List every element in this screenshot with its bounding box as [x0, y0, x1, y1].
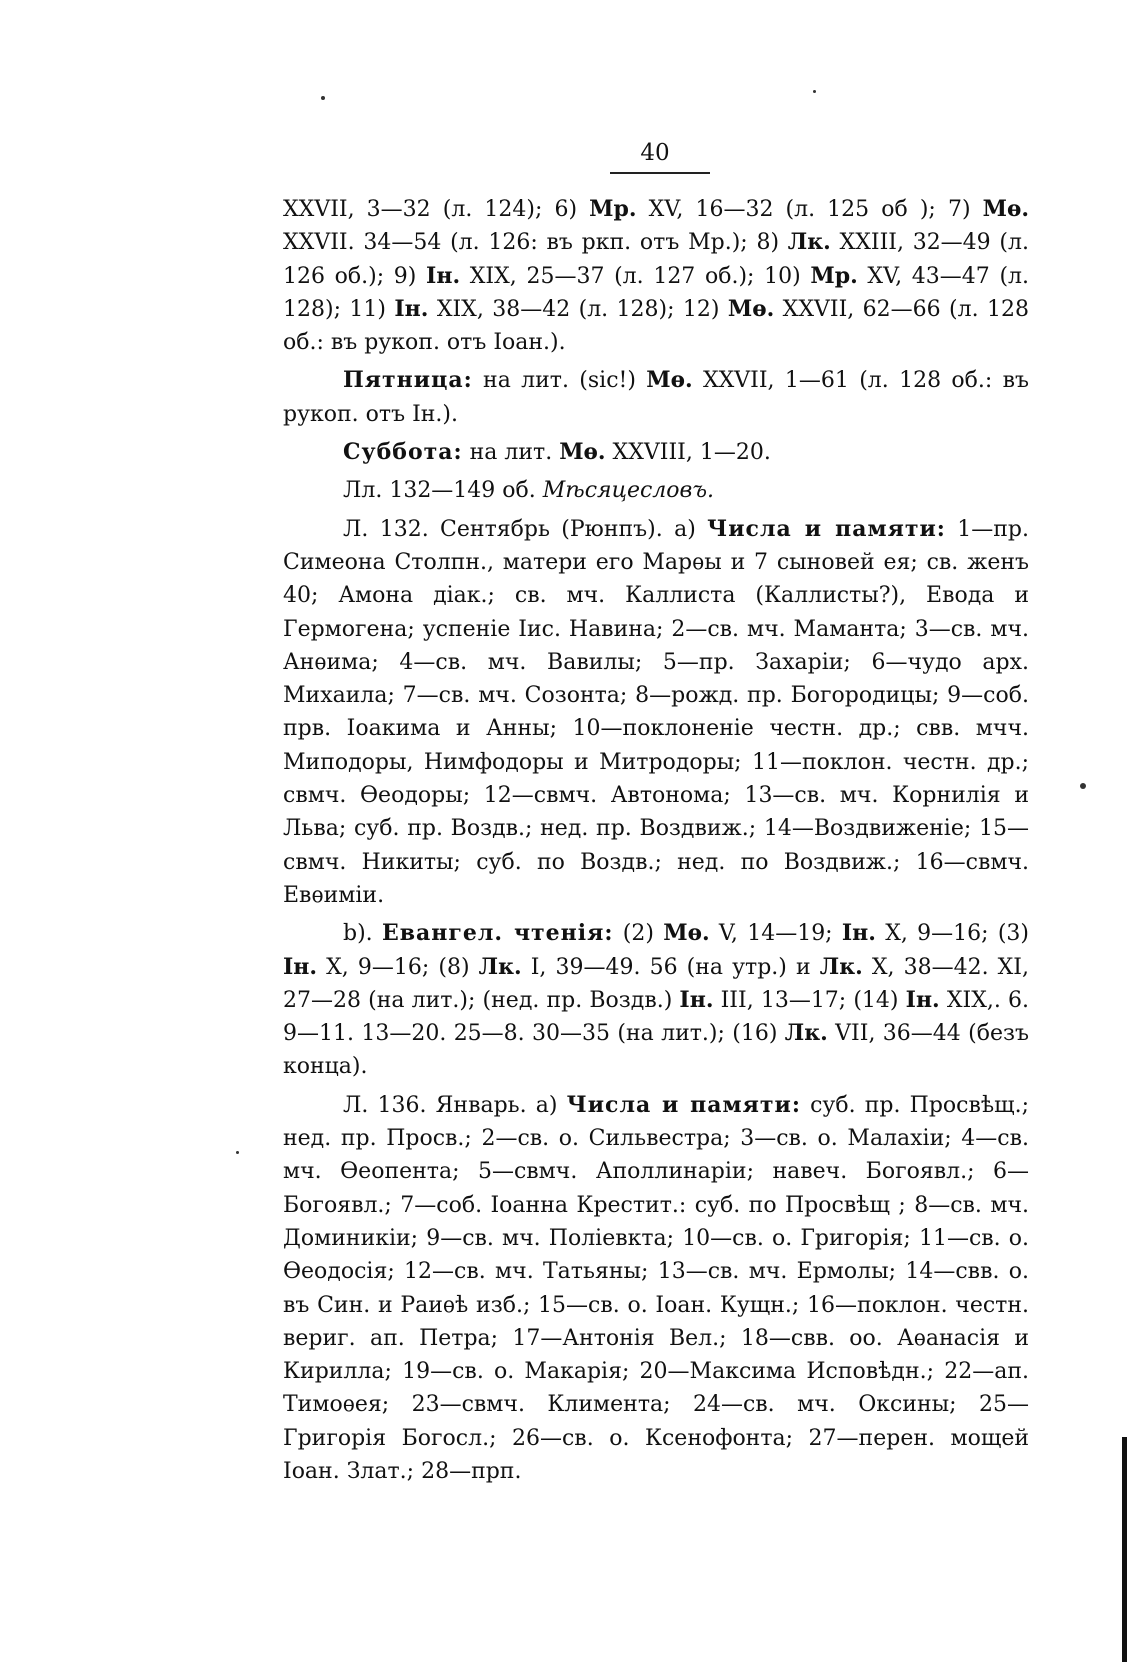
text-run: b).: [343, 921, 382, 947]
text-run: XIX, 25—37 (л. 127 об.); 10): [460, 263, 811, 289]
gospel-abbrev: Лк.: [784, 1020, 828, 1047]
section-heading: Евангел. чтенiя:: [381, 920, 614, 947]
gospel-abbrev: Лк.: [787, 229, 831, 256]
paragraph: [283, 364, 1029, 431]
text-run: III, 13—17; (14): [713, 987, 906, 1013]
text-run: XXIII, 32—49 (л. 126 об.); 9): [283, 230, 1029, 289]
text-run: XIX,. 6. 9—11. 13—20. 25—8. 30—35 (на лит.); (16): [283, 987, 1029, 1047]
page-number: 40: [640, 140, 670, 166]
paragraph: [283, 193, 1029, 359]
text-run: VII, 36—44 (безъ конца).: [283, 1021, 1029, 1080]
text-run: XXVII, 62—66 (л. 128 об.: въ рукоп. отъ Iоан.).: [283, 296, 1029, 356]
gospel-abbrev: Мр.: [589, 196, 637, 222]
text-run: X, 9—16; (8): [317, 954, 479, 980]
scan-edge-mark: [1122, 1437, 1127, 1662]
gospel-abbrev: Iн.: [905, 986, 940, 1013]
section-heading: Числа и памяти:: [707, 515, 946, 542]
text-run: I, 39—49. 56 (на утр.) и: [521, 954, 820, 980]
text-run: 1—пр. Симеона Столпн., матери его Марѳы и 7 сыновей ея; св. женъ 40; Амона дiак.; св. мч. Каллиста (Каллисты?), Евода и Гермогена; успенiе Iис. Навина; 2—св. мч. Маманта; 3—св. мч. Анѳима; 4—св. мч. Вавилы; 5—пр. Захарiи; 6—чудо арх. Михаила; 7—св. мч. Созонта; 8—рожд. пр. Богородицы; 9—соб. прв. Iоакима и Анны; 10—поклоненiе честн. др.; свв. мчч. Миподоры, Нимфодоры и Митродоры; 11—поклон. честн. др.; свмч. Ѳеодоры; 12—свмч. Автонома; 13—св. мч. Корнилiя и Льва; суб. пр. Воздв.; нед. пр. Воздвиж.; 14—Воздвиженiе; 15—свмч. Никиты; суб. по Воздв.; нед. по Воздвиж.; 16—свмч. Евѳимiи.: [283, 516, 1029, 908]
section-heading: Суббота:: [343, 439, 463, 466]
text-run: суб. пр. Просвѣщ.; нед. пр. Просв.; 2—св. о. Сильвестра; 3—св. о. Малахiи; 4—св. мч. Ѳеопента; 5—свмч. Аполлинарiи; навеч. Богоявл.; 6—Богоявл.; 7—соб. Iоанна Крестит.: суб. по Просвѣщ ; 8—св. мч. Доминикiи; 9—св. мч. Полiевкта; 10—св. о. Григорiя; 11—св. о. Ѳеодосiя; 12—св. мч. Татьяны; 13—св. мч. Ермолы; 14—свв. о. въ Син. и Раиѳѣ изб.; 15—св. о. Iоан. Кущн.; 16—поклон. честн. вериг. ап. Петра; 17—Антонiя Вел.; 18—свв. оо. Аѳанасiя и Кирилла; 19—св. о. Макарiя; 20—Максима Исповѣдн.; 22—ап. Тимоѳея; 23—свмч. Климента; 24—св. мч. Оксины; 25—Григорiя Богосл.; 26—св. о. Ксенофонта; 27—перен. мощей Iоан. Злат.; 28—прп.: [283, 1092, 1029, 1484]
text-run: XXVII. 34—54 (л. 126: въ ркп. отъ Мр.); 8): [283, 230, 788, 256]
gospel-abbrev: Iн.: [394, 295, 429, 322]
text-run: XXVII, 3—32 (л. 124); 6): [283, 197, 590, 222]
text-run: XV, 16—32 (л. 125 об ); 7): [636, 197, 983, 222]
body-text: [283, 193, 1029, 1493]
text-run: Л. 132. Сентябрь (Рюнпъ). а): [343, 516, 708, 542]
text-run: V, 14—19;: [709, 921, 842, 947]
text-run: XV, 43—47 (л. 128); 11): [283, 263, 1029, 322]
gospel-abbrev: Iн.: [283, 953, 318, 980]
section-heading: Пятница:: [343, 367, 473, 394]
paragraph: [283, 436, 1029, 469]
text-run: на лит. (sic!): [472, 368, 647, 394]
gospel-abbrev: Мѳ.: [727, 295, 775, 322]
scan-speck: [236, 1151, 239, 1154]
gospel-abbrev: Iн.: [841, 920, 876, 947]
paragraph: [283, 474, 1029, 507]
gospel-abbrev: Мѳ.: [663, 920, 710, 947]
italic-title: Мѣсяцесловъ.: [542, 478, 715, 504]
text-run: Л. 136. Январь. а): [343, 1092, 567, 1118]
gospel-abbrev: Iн.: [426, 262, 461, 289]
text-run: XXVII, 1—61 (л. 128 об.: въ рукоп. отъ Iн.).: [283, 368, 1029, 427]
gospel-abbrev: Мѳ.: [646, 367, 693, 394]
text-run: X, 38—42. XI, 27—28 (на лит.); (нед. пр. Воздв.): [283, 954, 1029, 1013]
paragraph: [283, 917, 1029, 1083]
text-run: на лит.: [462, 440, 560, 466]
scan-speck: [1080, 783, 1086, 789]
gospel-abbrev: Iн.: [679, 986, 714, 1013]
gospel-abbrev: Лк.: [819, 953, 863, 980]
gospel-abbrev: Мѳ.: [559, 439, 606, 466]
gospel-abbrev: Лк.: [478, 953, 522, 980]
gospel-abbrev: Мѳ.: [982, 196, 1029, 222]
paragraph: [283, 1089, 1029, 1489]
text-run: (2): [613, 921, 664, 947]
paragraph: [283, 513, 1029, 913]
section-heading: Числа и памяти:: [566, 1091, 801, 1118]
scan-speck: [321, 96, 325, 100]
gospel-abbrev: Мр.: [810, 262, 858, 289]
text-run: XIX, 38—42 (л. 128); 12): [428, 296, 728, 322]
text-run: XXVIII, 1—20.: [605, 440, 771, 466]
scan-speck: [813, 90, 816, 93]
page-number-rule: [610, 172, 710, 174]
text-run: X, 9—16; (3): [875, 921, 1029, 947]
text-run: Лл. 132—149 об.: [343, 478, 543, 504]
